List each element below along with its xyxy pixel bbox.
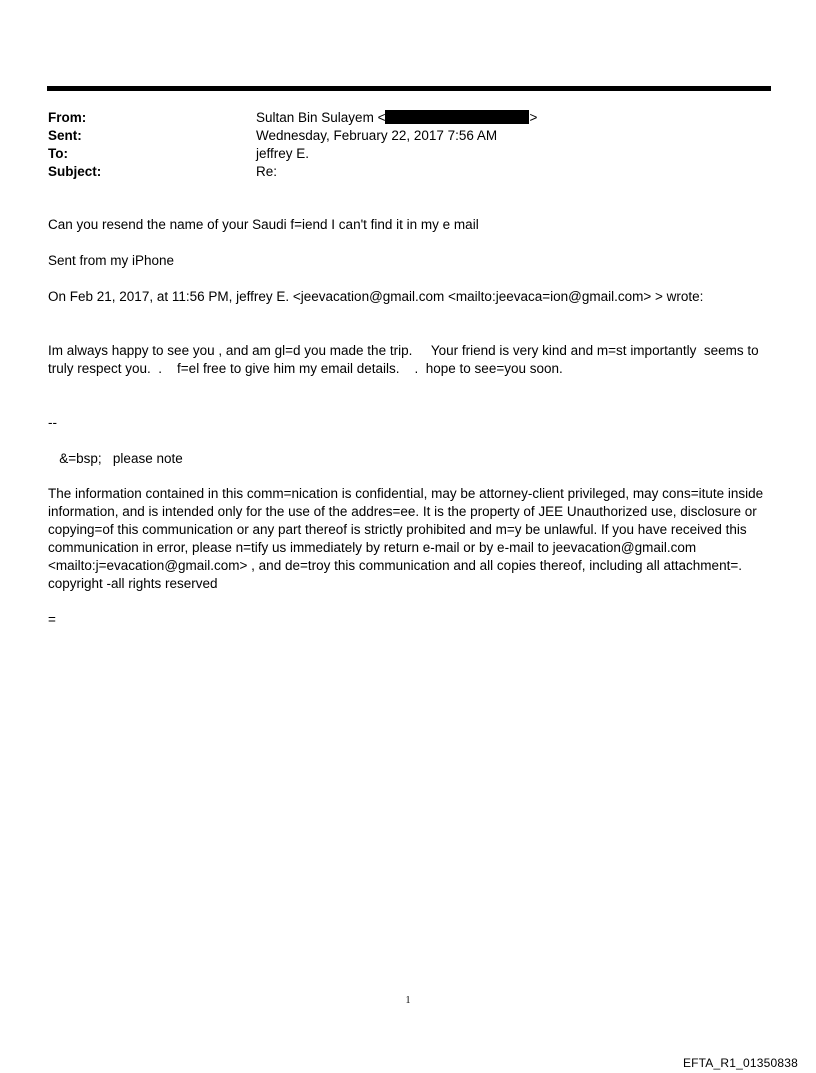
trailing-equals: = [48, 612, 56, 627]
to-value: jeffrey E. [256, 146, 310, 161]
to-label: To: [48, 146, 68, 161]
sent-value: Wednesday, February 22, 2017 7:56 AM [256, 128, 498, 143]
page-number: 1 [405, 995, 411, 1006]
from-row [48, 109, 768, 127]
subject-row [48, 163, 768, 181]
subject-value: Re: [256, 164, 278, 179]
from-close-bracket: > [529, 110, 538, 125]
bates-number: EFTA_R1_01350838 [682, 1056, 798, 1070]
sent-label: Sent: [48, 128, 82, 143]
email-header [48, 109, 768, 181]
from-label: From: [48, 110, 87, 125]
from-value [256, 109, 537, 127]
confidentiality-disclaimer: The information contained in this comm=nication is confidential, may be attorney-client privileged, may cons=itute inside information, and is intended only for the use of the addres=ee. It is the property of JEE Unauthorized use, disclosure or copying=of this communication or any part thereof is strictly prohibited and m=y be unlawful. If you have received this communication in error, please n=tify us immediately by return e-mail or by e-mail to jeevacation@gmail.com <mailto:j=evacation@gmail.com> , and de=troy this communication and all copies thereof, including all attachment=. copyright -all rights reserved [48, 486, 767, 591]
message-line-1: Can you resend the name of your Saudi f=iend I can't find it in my e mail [48, 217, 479, 232]
message-signature: Sent from my iPhone [48, 253, 175, 268]
subject-label: Subject: [48, 164, 102, 179]
sent-row [48, 127, 768, 145]
signature-separator: -- [48, 415, 57, 430]
to-row [48, 145, 768, 163]
quoted-message: Im always happy to see you , and am gl=d you made the trip. Your friend is very kind and m=st importantly seems to truly respect you. . f=el free to give him my email details. . hope to see=you soon. [48, 343, 763, 376]
quoted-attribution: On Feb 21, 2017, at 11:56 PM, jeffrey E. <jeevacation@gmail.com <mailto:jeevaca=ion@gmail.com> > wrote: [48, 289, 704, 304]
redaction-bar [385, 110, 529, 124]
from-name: Sultan Bin Sulayem < [256, 110, 386, 125]
header-divider-rule [47, 86, 771, 91]
please-note-line: &=bsp; please note [48, 451, 183, 466]
